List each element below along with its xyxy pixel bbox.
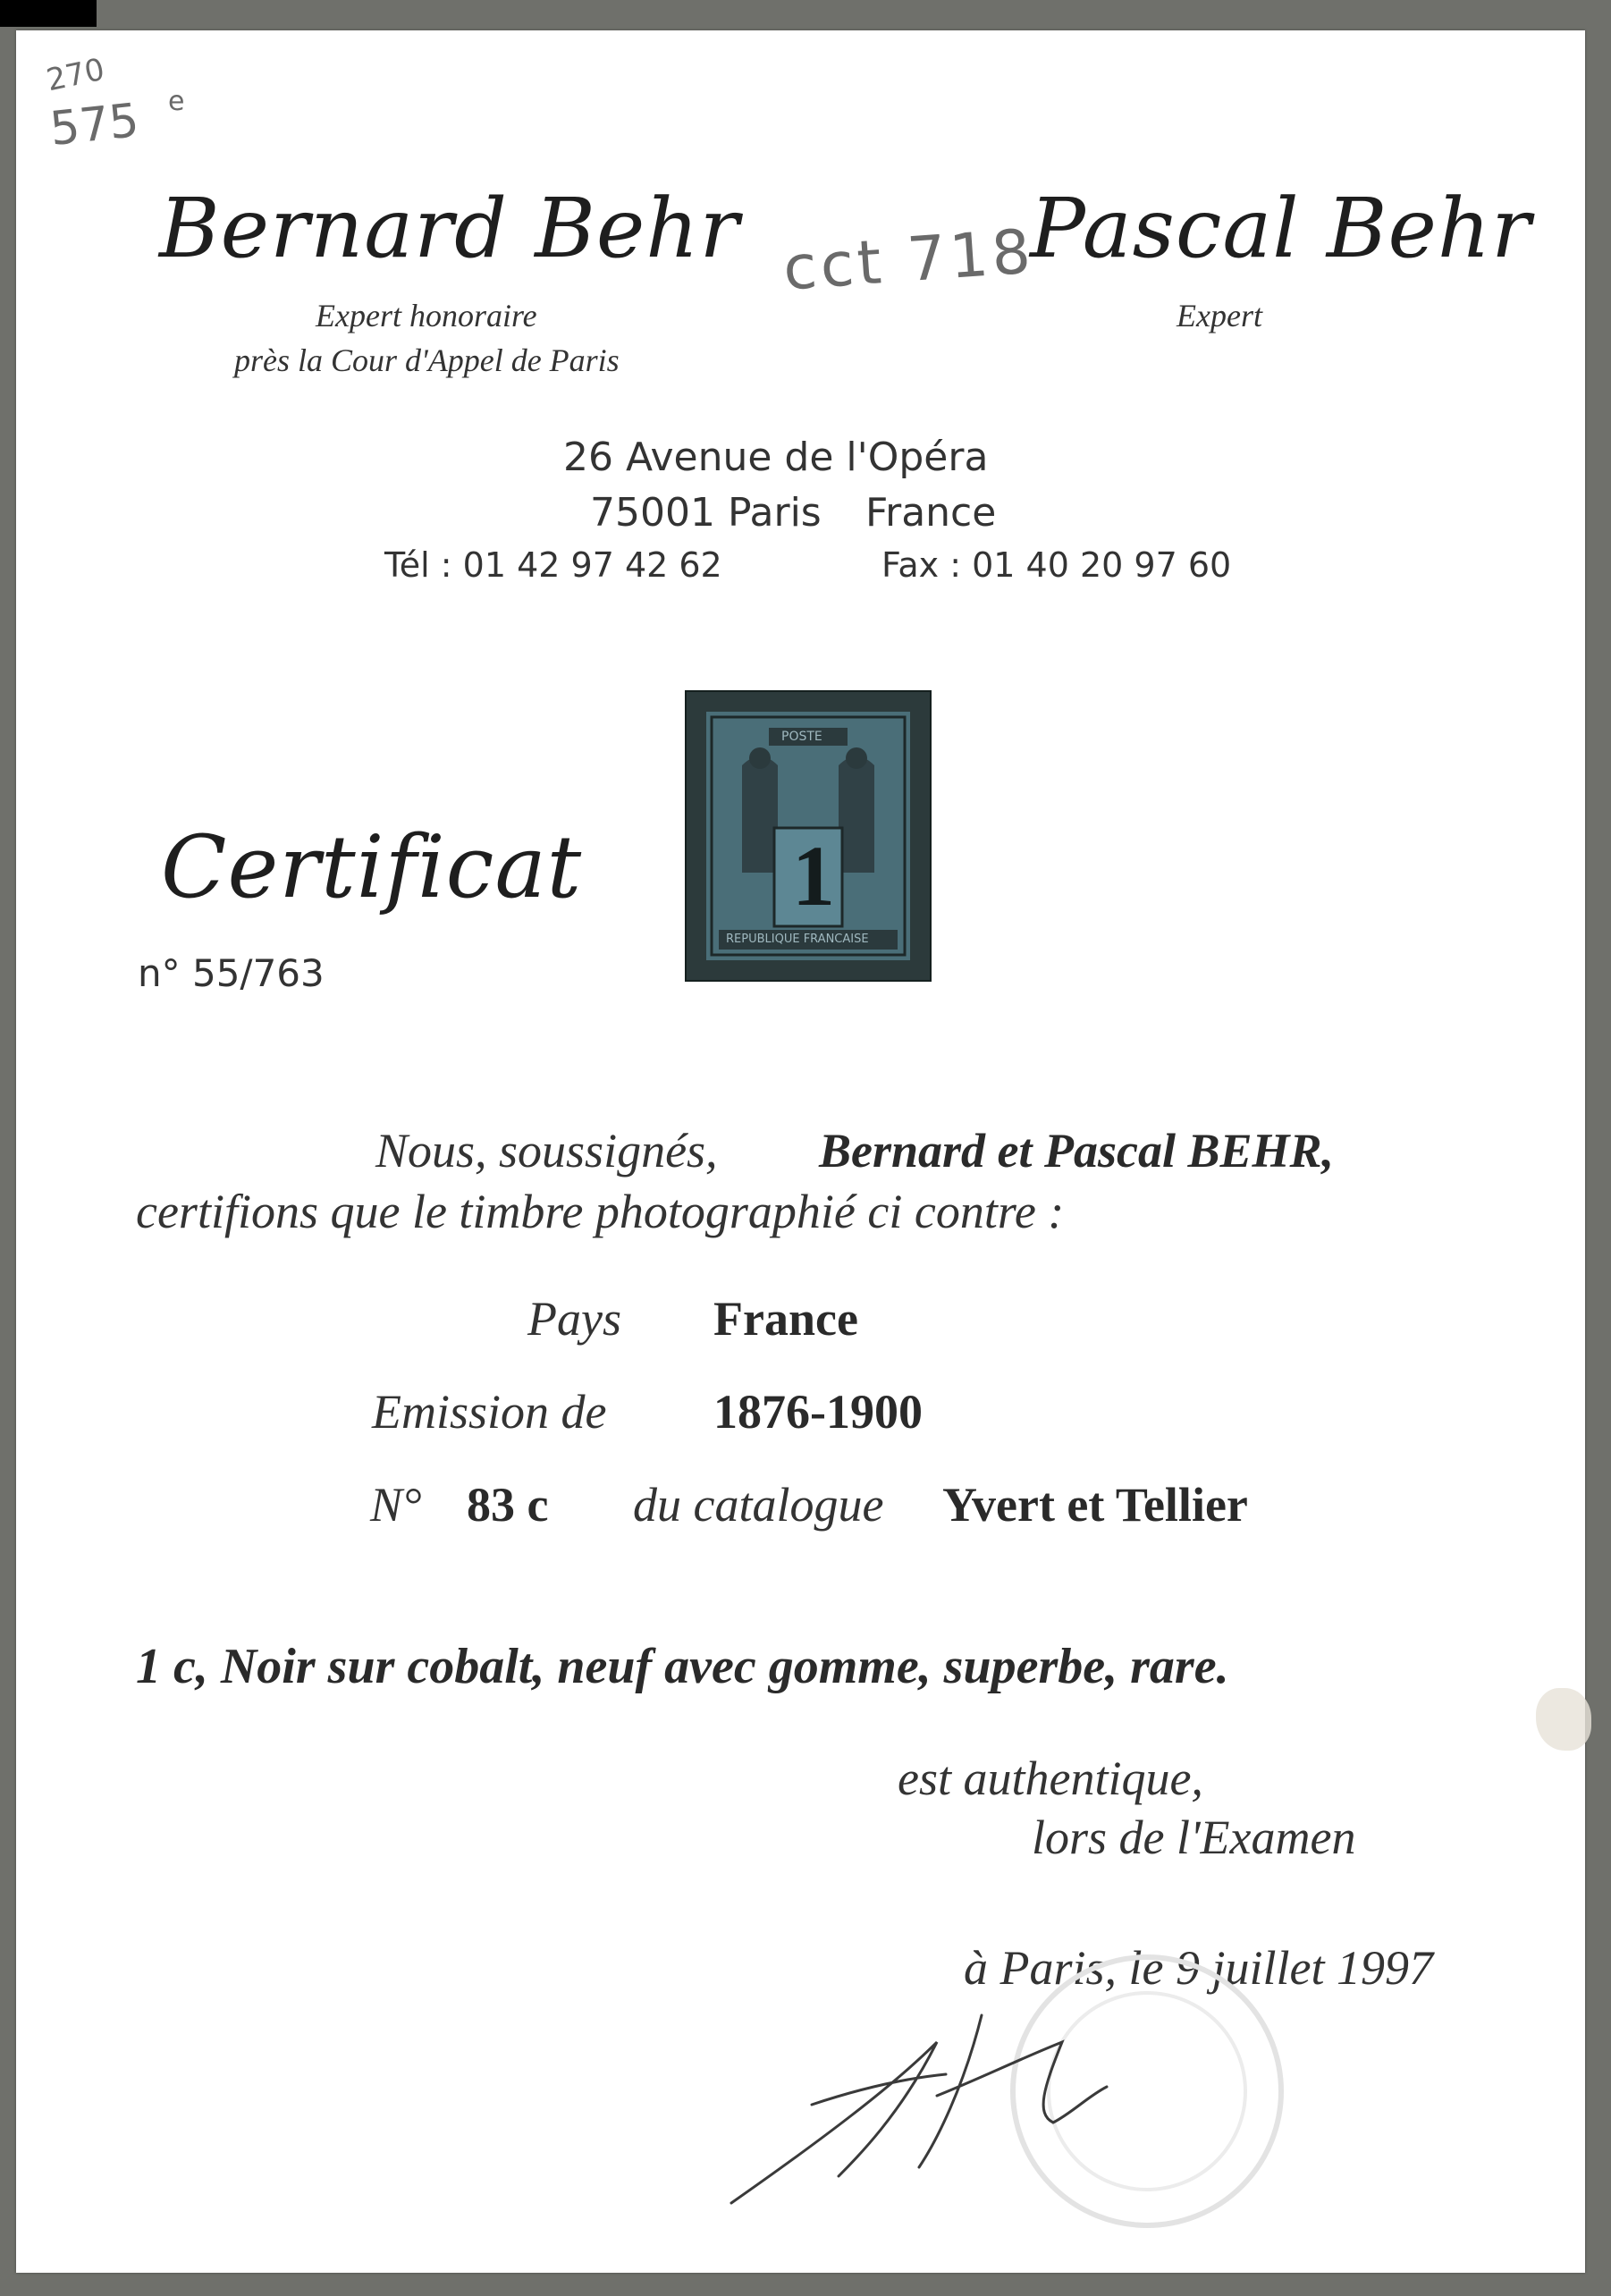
body-certify-line: certifions que le timbre photographié ci contre : <box>136 1185 1065 1238</box>
address-tel: Tél : 01 42 97 42 62 <box>384 545 722 585</box>
stamp-bottom-text: REPUBLIQUE FRANCAISE <box>726 933 869 946</box>
certificate-number: n° 55/763 <box>138 951 325 995</box>
stamp-description: 1 c, Noir sur cobalt, neuf avec gomme, superbe, rare. <box>136 1639 1229 1694</box>
numero-value: 83 c <box>467 1478 549 1532</box>
right-expert-name: Pascal Behr <box>1030 181 1532 276</box>
pencil-ref: 575 <box>47 93 142 157</box>
authentic-line-1: est authentique, <box>898 1752 1203 1805</box>
catalogue-label: du catalogue <box>633 1478 884 1532</box>
pencil-code: cct 718 <box>780 216 1037 305</box>
certificate-heading: Certificat <box>161 817 583 917</box>
body-intro: Nous, soussignés, <box>375 1124 718 1178</box>
address-country: France <box>865 490 997 536</box>
pays-value: France <box>713 1292 858 1346</box>
paper-stain <box>1536 1688 1591 1751</box>
signature <box>713 1988 1214 2221</box>
place-date: à Paris, le 9 juillet 1997 <box>964 1941 1433 1995</box>
numero-label: N° <box>370 1478 422 1532</box>
authentic-line-2: lors de l'Examen <box>1032 1811 1356 1864</box>
address-street: 26 Avenue de l'Opéra <box>563 435 989 480</box>
pencil-suffix: e <box>168 86 185 117</box>
emission-value: 1876-1900 <box>713 1385 923 1439</box>
left-expert-title-1: Expert honoraire <box>316 298 537 333</box>
stamp-top-text: POSTE <box>781 730 822 744</box>
right-expert-title: Expert <box>1177 298 1262 333</box>
pencil-price: 270 <box>43 51 108 99</box>
certificate-page <box>16 30 1585 2273</box>
left-expert-name: Bernard Behr <box>159 181 740 276</box>
stamp-photo <box>685 690 932 982</box>
catalogue-value: Yvert et Tellier <box>942 1478 1248 1532</box>
scan-corner <box>0 0 97 27</box>
address-city: 75001 Paris <box>590 490 822 536</box>
stamp-value: 1 <box>792 828 835 924</box>
body-names: Bernard et Pascal BEHR, <box>819 1124 1335 1178</box>
emission-label: Emission de <box>372 1385 607 1439</box>
address-fax: Fax : 01 40 20 97 60 <box>881 545 1232 585</box>
pays-label: Pays <box>527 1292 621 1346</box>
left-expert-title-2: près la Cour d'Appel de Paris <box>234 342 620 378</box>
stamp-design <box>706 712 910 960</box>
